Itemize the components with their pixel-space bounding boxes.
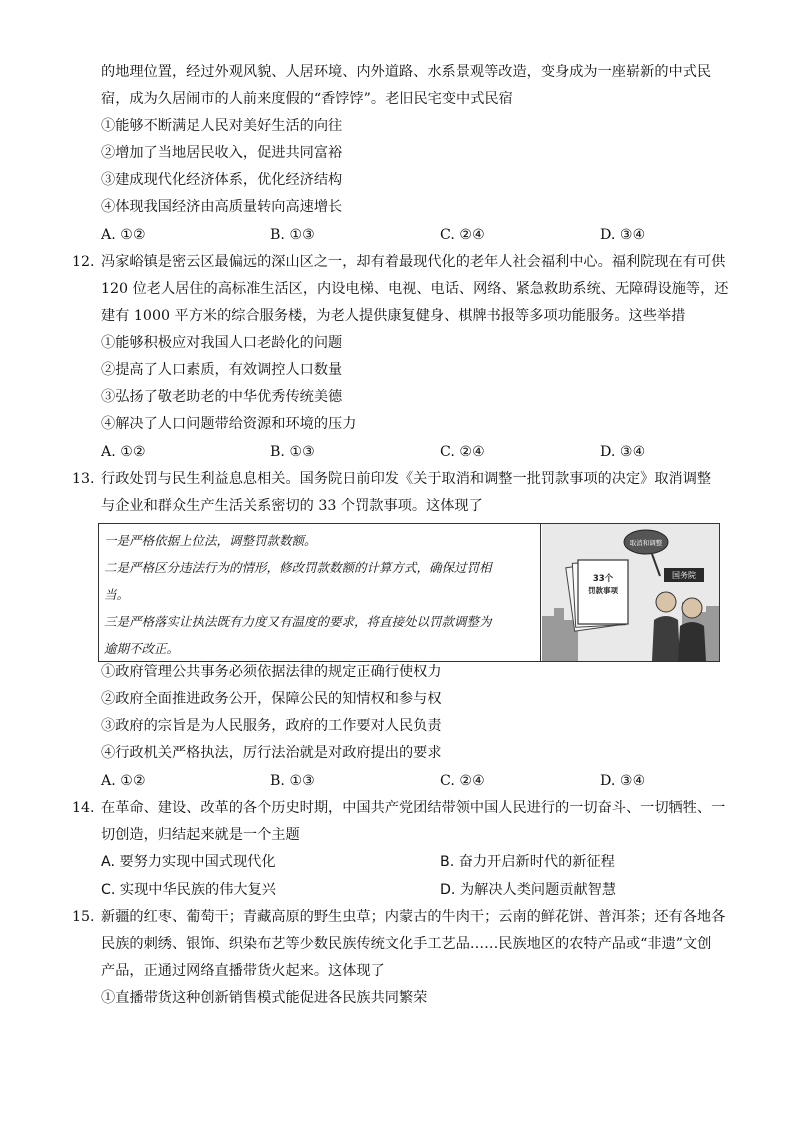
q12-statement-3: ③弘扬了敬老助老的中华优秀传统美德 [101,389,343,405]
q13-stem-line-2: 与企业和群众生产生活关系密切的 33 个罚款事项。这体现了 [101,498,483,514]
q12-number: 12. [72,254,95,270]
q13-statement-4: ④行政机关严格执法，厉行法治就是对政府提出的要求 [101,745,442,761]
q12-statement-4: ④解决了人口问题带给资源和环境的压力 [101,416,357,432]
q12-stem-line-1: 冯家峪镇是密云区最偏远的深山区之一，却有着最现代化的老年人社会福利中心。福利院现在有可供 [101,254,726,270]
q13-material-box [98,523,720,662]
q15-statement-1: ①直播带货这种创新销售模式能促进各民族共同繁荣 [101,990,428,1006]
svg-text:33个: 33个 [592,574,614,584]
q13-material-line-4: 三是严格落实让执法既有力度又有温度的要求，将直接处以罚款调整为 [104,614,492,629]
state-council-label [664,568,704,582]
q13-statement-2: ②政府全面推进政务公开，保障公民的知情权和参与权 [101,691,442,707]
q12-statement-1: ①能够积极应对我国人口老龄化的问题 [101,335,343,351]
q12-stem-line-3: 建有 1000 平方米的综合服务楼，为老人提供康复健身、棋牌书报等多项功能服务。这些举措 [101,308,686,324]
svg-text:罚款事项: 罚款事项 [588,586,618,595]
q13-option-d: D. ③④ [600,773,646,789]
q13-material-text [99,524,541,661]
q14-option-d: D. 为解决人类问题贡献智慧 [440,882,617,898]
svg-text:取消和调整: 取消和调整 [629,539,663,547]
q12-option-b: B. ①③ [270,444,315,460]
q11-statement-1: ①能够不断满足人民对美好生活的向往 [101,118,343,134]
q11-option-c: C. ②④ [440,227,485,243]
q12-option-a: A. ①② [101,444,146,460]
q13-statement-3: ③政府的宗旨是为人民服务，政府的工作要对人民负责 [101,718,442,734]
q11-statement-4: ④体现我国经济由高质量转向高速增长 [101,199,343,215]
svg-text:国务院: 国务院 [672,571,696,580]
q11-option-a: A. ①② [101,227,146,243]
q15-number: 15. [72,909,95,925]
q13-material-line-1: 一是严格依据上位法，调整罚款数额。 [104,533,317,548]
q13-stem-line-1: 行政处罚与民生利益息息相关。国务院日前印发《关于取消和调整一批罚款事项的决定》取消调整 [101,471,712,487]
q11-option-d: D. ③④ [600,227,646,243]
q14-option-c: C. 实现中华民族的伟大复兴 [101,882,276,898]
q13-statement-1: ①政府管理公共事务必须依据法律的规定正确行使权力 [101,664,442,680]
q14-stem-line-2: 切创造，归结起来就是一个主题 [101,827,300,843]
q11-statement-3: ③建成现代化经济体系，优化经济结构 [101,172,343,188]
q15-stem-line-3: 产品，正通过网络直播带货火起来。这体现了 [101,963,385,979]
q13-cartoon-image [542,524,719,661]
q13-material-line-3: 当。 [104,587,130,602]
q12-option-c: C. ②④ [440,444,485,460]
q13-material-line-5: 逾期不改正。 [104,641,180,656]
q11-statement-2: ②增加了当地居民收入，促进共同富裕 [101,145,343,161]
q15-stem-line-2: 民族的刺绣、银饰、织染布艺等少数民族传统文化手工艺品……民族地区的农特产品或“非遗”文创 [101,936,712,952]
q13-option-c: C. ②④ [440,773,485,789]
q13-material-line-2: 二是严格区分违法行为的情形，修改罚款数额的计算方式，确保过罚相 [104,560,492,575]
q12-option-d: D. ③④ [600,444,646,460]
document-stack [566,560,628,631]
q13-option-b: B. ①③ [270,773,315,789]
q14-option-a: A. 要努力实现中国式现代化 [101,854,276,870]
q11-option-b: B. ①③ [270,227,315,243]
q12-statement-2: ②提高了人口素质，有效调控人口数量 [101,362,343,378]
q12-stem-line-2: 120 位老人居住的高标准生活区，内设电梯、电视、电话、网络、紧急救助系统、无障碍设施等，还 [101,281,729,297]
q11-stem-line-2: 宿，成为久居闹市的人前来度假的“香饽饽”。老旧民宅变中式民宿 [101,91,513,107]
q14-stem-line-1: 在革命、建设、改革的各个历史时期，中国共产党团结带领中国人民进行的一切奋斗、一切牺牲、一 [101,800,726,816]
q13-option-a: A. ①② [101,773,146,789]
q13-number: 13. [72,471,95,487]
q14-option-b: B. 奋力开启新时代的新征程 [440,854,615,870]
q15-stem-line-1: 新疆的红枣、葡萄干；青藏高原的野生虫草；内蒙古的牛肉干；云南的鲜花饼、普洱茶；还有各地各 [101,909,726,925]
q14-number: 14. [72,800,95,816]
q11-stem-line-1: 的地理位置，经过外观风貌、人居环境、内外道路、水系景观等改造，变身成为一座崭新的中式民 [101,64,712,80]
